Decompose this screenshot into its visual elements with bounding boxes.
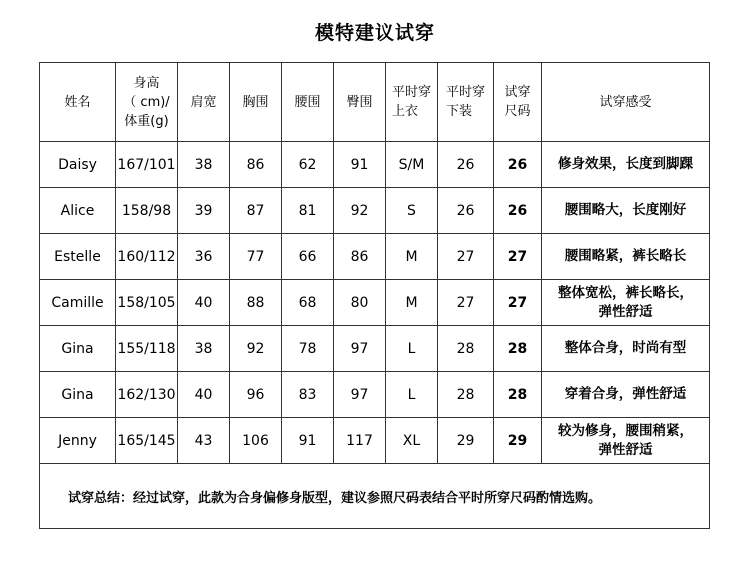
feel-line: 弹性舒适	[598, 441, 653, 458]
table-header-row	[40, 63, 710, 142]
header-bottom-line1: 平时穿	[445, 85, 485, 100]
cell-feel	[542, 234, 710, 280]
cell-trial-size: 28	[494, 326, 542, 372]
cell-name: Daisy	[40, 142, 116, 188]
cell-shoulder: 38	[178, 142, 230, 188]
header-top-line2: 上衣	[391, 104, 418, 119]
cell-waist: 68	[282, 280, 334, 326]
cell-height-weight: 155/118	[116, 326, 178, 372]
cell-feel	[542, 142, 710, 188]
cell-trial-size: 26	[494, 188, 542, 234]
cell-bottom-size: 27	[438, 234, 494, 280]
header-height-line3: 体重(g)	[124, 113, 169, 129]
cell-shoulder: 39	[178, 188, 230, 234]
header-height-weight	[116, 63, 178, 142]
cell-shoulder: 36	[178, 234, 230, 280]
cell-bust: 88	[230, 280, 282, 326]
cell-name: Gina	[40, 326, 116, 372]
cell-waist: 81	[282, 188, 334, 234]
header-name: 姓名	[40, 63, 116, 142]
cell-feel	[542, 418, 710, 464]
cell-hip: 91	[334, 142, 386, 188]
feel-line: 较为修身，腰围稍紧，	[558, 422, 693, 439]
cell-waist: 66	[282, 234, 334, 280]
table-row	[40, 418, 710, 464]
header-trial-line1: 试穿	[504, 85, 531, 100]
cell-bottom-size: 26	[438, 188, 494, 234]
table-row	[40, 280, 710, 326]
feel-line: 穿着合身，弹性舒适	[564, 386, 687, 402]
cell-name: Gina	[40, 372, 116, 418]
cell-bottom-size: 28	[438, 372, 494, 418]
cell-waist: 91	[282, 418, 334, 464]
cell-waist: 83	[282, 372, 334, 418]
header-shoulder: 肩宽	[178, 63, 230, 142]
cell-waist: 62	[282, 142, 334, 188]
cell-bottom-size: 27	[438, 280, 494, 326]
summary-row	[40, 464, 710, 529]
page-title: 模特建议试穿	[314, 22, 435, 44]
header-waist: 腰围	[282, 63, 334, 142]
cell-hip: 97	[334, 326, 386, 372]
cell-bust: 92	[230, 326, 282, 372]
header-trial-size	[494, 63, 542, 142]
model-fit-table	[39, 62, 710, 529]
cell-height-weight: 160/112	[116, 234, 178, 280]
header-hip: 臀围	[334, 63, 386, 142]
cell-shoulder: 40	[178, 280, 230, 326]
cell-top-size: M	[386, 280, 438, 326]
table-row	[40, 372, 710, 418]
cell-bust: 77	[230, 234, 282, 280]
cell-feel	[542, 280, 710, 326]
cell-name: Jenny	[40, 418, 116, 464]
feel-line: 整体合身，时尚有型	[564, 340, 687, 356]
header-trial-line2: 尺码	[504, 104, 531, 119]
cell-trial-size: 26	[494, 142, 542, 188]
cell-height-weight: 165/145	[116, 418, 178, 464]
cell-top-size: S	[386, 188, 438, 234]
feel-line: 腰围略紧，裤长略长	[564, 248, 687, 264]
feel-line: 腰围略大，长度刚好	[564, 202, 687, 218]
table-row	[40, 142, 710, 188]
cell-trial-size: 28	[494, 372, 542, 418]
cell-top-size: L	[386, 372, 438, 418]
cell-top-size: S/M	[386, 142, 438, 188]
cell-bust: 106	[230, 418, 282, 464]
cell-name: Camille	[40, 280, 116, 326]
cell-bottom-size: 26	[438, 142, 494, 188]
cell-shoulder: 43	[178, 418, 230, 464]
table-row	[40, 188, 710, 234]
header-bottom-size	[438, 63, 494, 142]
cell-bust: 96	[230, 372, 282, 418]
cell-bottom-size: 28	[438, 326, 494, 372]
cell-top-size: M	[386, 234, 438, 280]
table-row	[40, 234, 710, 280]
cell-height-weight: 158/98	[116, 188, 178, 234]
cell-trial-size: 27	[494, 234, 542, 280]
cell-hip: 117	[334, 418, 386, 464]
cell-hip: 97	[334, 372, 386, 418]
feel-line: 整体宽松，裤长略长，	[558, 284, 693, 301]
cell-bust: 86	[230, 142, 282, 188]
cell-trial-size: 29	[494, 418, 542, 464]
header-top-line1: 平时穿	[391, 85, 431, 100]
trial-summary: 试穿总结：经过试穿，此款为合身偏修身版型，建议参照尺码表结合平时所穿尺码酌情选购。	[40, 464, 710, 529]
cell-waist: 78	[282, 326, 334, 372]
cell-trial-size: 27	[494, 280, 542, 326]
feel-line: 弹性舒适	[598, 303, 653, 320]
cell-top-size: L	[386, 326, 438, 372]
header-top-size	[386, 63, 438, 142]
cell-feel	[542, 188, 710, 234]
cell-bottom-size: 29	[438, 418, 494, 464]
cell-hip: 80	[334, 280, 386, 326]
cell-shoulder: 40	[178, 372, 230, 418]
cell-hip: 92	[334, 188, 386, 234]
cell-feel	[542, 372, 710, 418]
header-bottom-line2: 下装	[445, 104, 472, 119]
cell-name: Estelle	[40, 234, 116, 280]
cell-feel	[542, 326, 710, 372]
cell-bust: 87	[230, 188, 282, 234]
cell-top-size: XL	[386, 418, 438, 464]
cell-height-weight: 162/130	[116, 372, 178, 418]
header-height-line2: （ cm)/	[123, 94, 170, 110]
cell-name: Alice	[40, 188, 116, 234]
cell-shoulder: 38	[178, 326, 230, 372]
header-bust: 胸围	[230, 63, 282, 142]
header-feel: 试穿感受	[542, 63, 710, 142]
feel-line: 修身效果，长度到脚踝	[558, 156, 693, 172]
table-row	[40, 326, 710, 372]
header-height-line1: 身高	[133, 75, 160, 91]
cell-height-weight: 167/101	[116, 142, 178, 188]
cell-height-weight: 158/105	[116, 280, 178, 326]
cell-hip: 86	[334, 234, 386, 280]
